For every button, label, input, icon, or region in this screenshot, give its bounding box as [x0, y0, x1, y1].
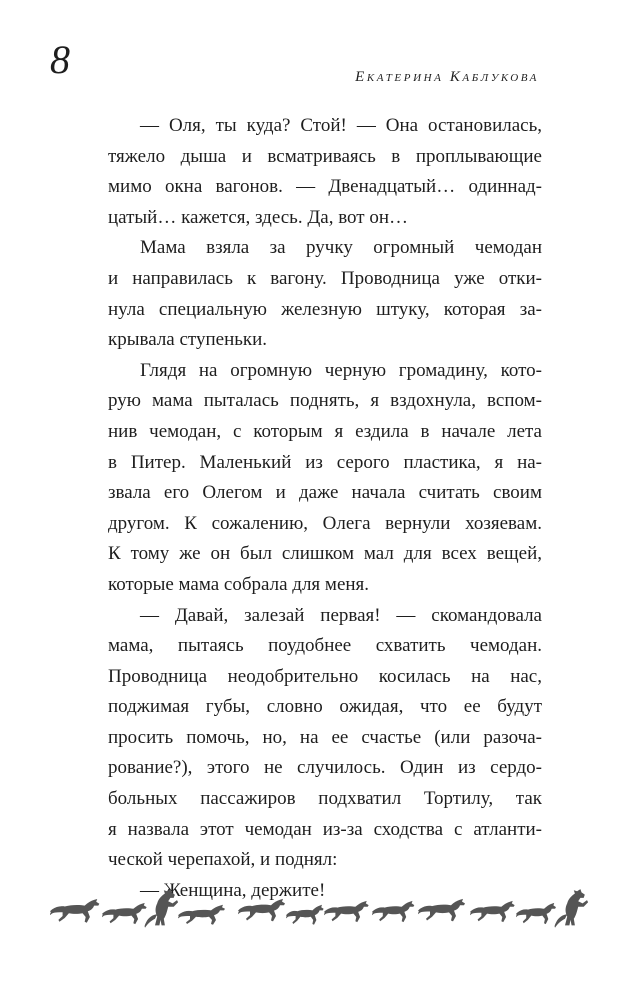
text-line: больных пассажиров подхватил Тортилу, так: [108, 788, 542, 810]
text-line: Мама взяла за ручку огромный чемодан: [140, 237, 542, 259]
text-line: и направилась к вагону. Проводница уже отки-: [108, 267, 542, 289]
text-line: рование?), этого не случилось. Один из сердо-: [108, 757, 542, 779]
text-line: в Питер. Маленький из серого пластика, я на-: [108, 451, 542, 473]
text-line: которые мама собрала для меня.: [108, 573, 370, 595]
text-line: я назвала этот чемодан из-за сходства с атланти-: [108, 818, 542, 840]
text-line: — Оля, ты куда? Стой! — Она остановилась,: [140, 115, 542, 136]
page-number: 8: [50, 37, 70, 82]
text-line: — Давай, залезай первая! — скомандовала: [140, 604, 542, 626]
text-line: тяжело дыша и всматриваясь в проплывающие: [108, 145, 542, 167]
text-line: ческой черепахой, и поднял:: [108, 849, 338, 871]
text-line: мама, пытаясь поудобнее схватить чемодан.: [108, 635, 542, 657]
galloping-horses-icon: [48, 884, 625, 934]
text-line: крывала ступеньки.: [108, 329, 268, 351]
text-line: мимо окна вагонов. — Двенадцатый… одиннад-: [108, 176, 542, 198]
book-text: [108, 111, 542, 906]
text-line: — Женщина, держите!: [140, 879, 326, 901]
text-line: К тому же он был слишком мал для всех вещей,: [108, 543, 542, 565]
text-line: просить помочь, но, на ее счастье (или разоча-: [108, 726, 542, 748]
text-line: поджимая губы, словно ожидая, что ее будут: [108, 696, 542, 718]
running-head-author: Екатерина Каблукова: [355, 69, 539, 85]
text-line: рую мама пыталась поднять, я вздохнула, вспом-: [108, 390, 542, 412]
text-line: Проводница неодобрительно косилась на нас,: [108, 665, 542, 687]
text-line: нула специальную железную штуку, которая за-: [108, 298, 542, 320]
text-line: нив чемодан, с которым я ездила в начале лета: [108, 420, 542, 442]
text-line: звала его Олегом и даже начала считать своим: [108, 482, 542, 504]
text-line: другом. К сожалению, Олега вернули хозяевам.: [108, 512, 542, 534]
text-line: цатый… кажется, здесь. Да, вот он…: [108, 206, 409, 228]
text-line: Глядя на огромную черную громадину, кото-: [140, 359, 542, 381]
